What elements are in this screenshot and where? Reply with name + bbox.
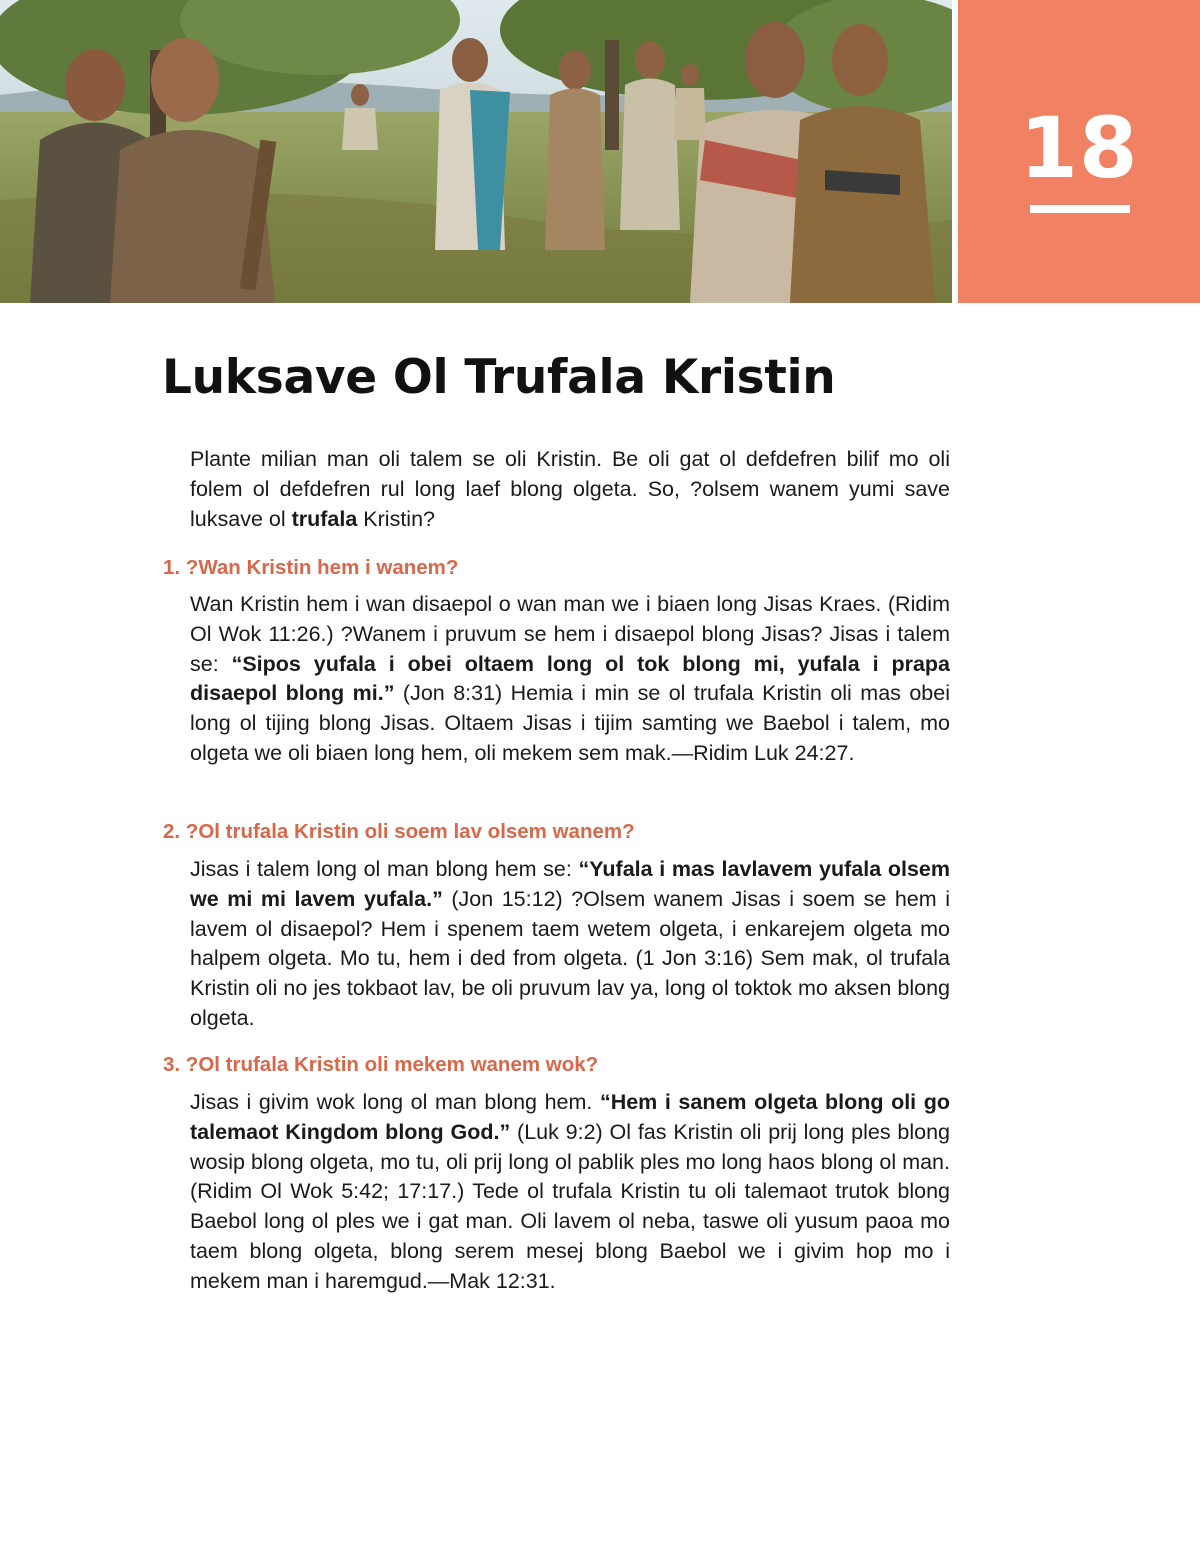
page-title: Luksave Ol Trufala Kristin [162, 350, 836, 405]
intro-paragraph [190, 445, 950, 534]
hero-scene-illustration [0, 0, 952, 303]
question-1-quote: “Sipos yufala i obei oltaem long ol tok blong mi, yufala i prapa disaepol blong mi.” [190, 651, 951, 706]
intro-text-2: Kristin? [357, 506, 435, 531]
question-2-quote: “Yufala i mas lavlavem yufala olsem we mi mi lavem yufala.” [190, 857, 950, 911]
hero-image [0, 0, 952, 303]
question-2-text-1: Jisas i talem long ol man blong hem se: [190, 857, 579, 881]
question-3-heading: 3. ?Ol trufala Kristin oli mekem wanem wok? [163, 1053, 599, 1076]
lesson-number: 18 [1019, 99, 1139, 197]
intro-text-1: Plante milian man oli talem se oli Kristin. Be oli gat ol defdefren bilif mo oli folem ol defdefren rul long laef blong olgeta. So, ?olsem wanem yumi save luksave ol [190, 447, 950, 531]
intro-emphasis: trufala [291, 506, 358, 531]
lesson-number-underline [1030, 205, 1130, 213]
question-1-heading: 1. ?Wan Kristin hem i wanem? [163, 556, 459, 579]
question-1-text-2: (Jon 8:31) Hemia i min se ol trufala Kristin oli mas obei long ol tijing blong Jisas. Oltaem Jisas i tijim samting we Baebol i talem, mo olgeta we oli biaen long hem, oli mekem sem mak.—Ridim Luk 24:27. [190, 681, 951, 765]
question-3-paragraph [190, 1088, 950, 1297]
lesson-number-tab [958, 0, 1200, 303]
question-2-paragraph [190, 855, 950, 1034]
question-3-quote: “Hem i sanem olgeta blong oli go talemaot Kingdom blong God.” [190, 1090, 950, 1144]
question-1-text-1: Wan Kristin hem i wan disaepol o wan man we i biaen long Jisas Kraes. (Ridim Ol Wok 11:26.) ?Wanem i pruvum se hem i disaepol blong Jisas? Jisas i talem se: [190, 592, 950, 676]
question-3-text-1: Jisas i givim wok long ol man blong hem. [190, 1090, 600, 1114]
question-2-heading: 2. ?Ol trufala Kristin oli soem lav olsem wanem? [163, 820, 635, 843]
question-3-text-2: (Luk 9:2) Ol fas Kristin oli prij long ples blong wosip blong olgeta, mo tu, oli prij long ol pablik ples mo long haos blong ol man. (Ridim Ol Wok 5:42; 17:17.) Tede ol trufala Kristin tu oli talemaot trutok blong Baebol long ol ples we i gat man. Oli lavem ol neba, taswe oli yusum paoa mo taem blong olgeta, blong serem mesej blong Baebol we i givim hop mo i mekem man i haremgud.—Mak 12:31. [190, 1119, 950, 1293]
question-2-text-2: (Jon 15:12) ?Olsem wanem Jisas i soem se hem i lavem ol disaepol? Hem i spenem taem wetem olgeta, i enkarejem olgeta mo halpem olgeta. Mo tu, hem i ded from olgeta. (1 Jon 3:16) Sem mak, ol trufala Kristin oli no jes tokbaot lav, be oli pruvum lav ya, long ol toktok mo aksen blong olgeta. [190, 886, 950, 1030]
question-1-paragraph [190, 590, 950, 769]
